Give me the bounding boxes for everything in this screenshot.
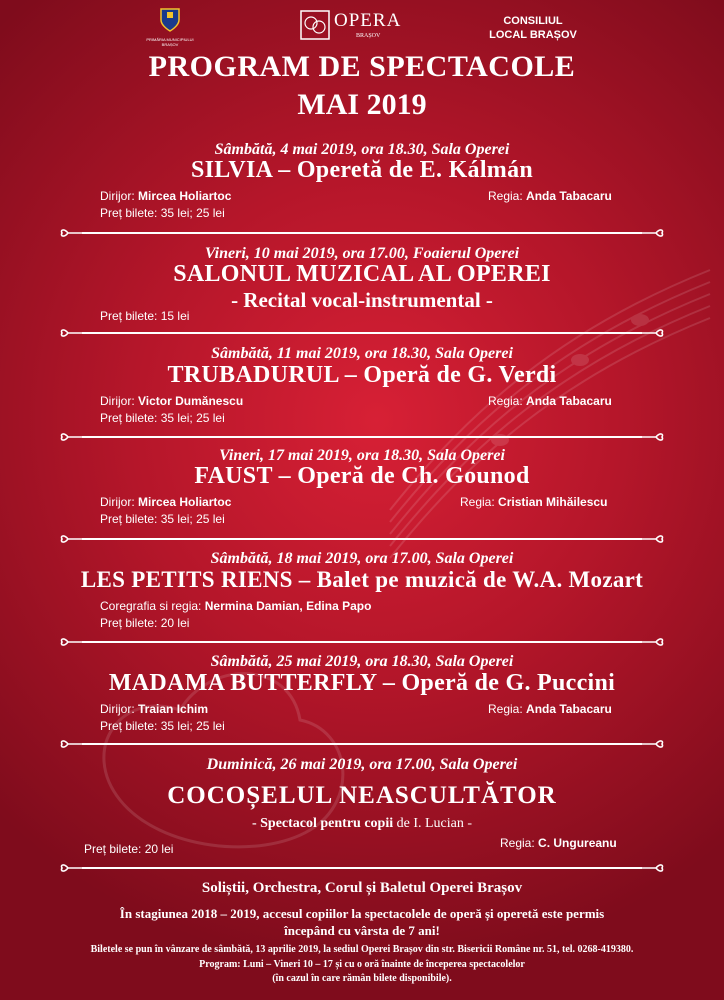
footer-availability: (în cazul în care rămân bilete disponibile). bbox=[272, 973, 452, 984]
city-logo bbox=[140, 6, 200, 47]
ticket-price: Preț bilete: 35 lei; 25 lei bbox=[100, 719, 225, 733]
event-subtitle: - Spectacol pentru copii de I. Lucian - bbox=[251, 816, 473, 831]
ticket-price: Preț bilete: 20 lei bbox=[100, 616, 190, 630]
ornament-divider-icon bbox=[60, 326, 664, 340]
director: Regia: Cristian Mihăilescu bbox=[460, 495, 608, 509]
conductor: Dirijor: Traian Ichim bbox=[100, 702, 209, 716]
event-title: FAUST – Operă de Ch. Gounod bbox=[194, 463, 530, 489]
event-title: COCOȘELUL NEASCULTĂTOR bbox=[167, 782, 557, 809]
choreography: Coregrafia si regia: Nermina Damian, Edina Papo bbox=[100, 599, 372, 613]
footer-access-note: În stagiunea 2018 – 2019, accesul copiilor la spectacolele de operă și operetă este permis bbox=[119, 906, 605, 921]
opera-logo bbox=[300, 10, 410, 44]
ornament-divider-icon bbox=[60, 737, 664, 751]
ornament-divider-icon bbox=[60, 861, 664, 875]
ornament-divider-icon bbox=[60, 430, 664, 444]
director: Regia: C. Ungureanu bbox=[500, 836, 617, 850]
event-title: LES PETITS RIENS – Balet pe muzică de W.A. Mozart bbox=[80, 567, 644, 592]
event-date: Sâmbătă, 25 mai 2019, ora 18.30, Sala Operei bbox=[210, 653, 514, 670]
footer-ensemble: Soliștii, Orchestra, Corul și Baletul Operei Brașov bbox=[201, 880, 523, 896]
council-logo bbox=[478, 14, 588, 42]
ornament-divider-icon bbox=[60, 635, 664, 649]
event-date: Sâmbătă, 4 mai 2019, ora 18.30, Sala Operei bbox=[214, 141, 510, 158]
opera-mask-logo-icon bbox=[300, 10, 330, 40]
event-subtitle: - Recital vocal-instrumental - bbox=[231, 288, 493, 312]
page-subtitle: MAI 2019 bbox=[297, 88, 427, 121]
event-title: SILVIA – Operetă de E. Kálmán bbox=[190, 157, 534, 183]
ticket-price: Preț bilete: 35 lei; 25 lei bbox=[100, 512, 225, 526]
footer-hours: Program: Luni – Vineri 10 – 17 și cu o oră înainte de începerea spectacolelor bbox=[199, 959, 525, 970]
event-date: Vineri, 17 mai 2019, ora 18.30, Sala Operei bbox=[219, 447, 505, 464]
council-line1: CONSILIUL bbox=[503, 15, 563, 27]
conductor: Dirijor: Mircea Holiartoc bbox=[100, 189, 232, 203]
ticket-price: Preț bilete: 35 lei; 25 lei bbox=[100, 411, 225, 425]
conductor: Dirijor: Victor Dumănescu bbox=[100, 394, 244, 408]
ticket-price: Preț bilete: 20 lei bbox=[84, 842, 174, 856]
event-date: Sâmbătă, 11 mai 2019, ora 18.30, Sala Operei bbox=[211, 345, 513, 362]
opera-logo-text: OPERA bbox=[334, 10, 402, 31]
event-date: Sâmbătă, 18 mai 2019, ora 17.00, Sala Operei bbox=[210, 550, 514, 567]
footer-age-note: începând cu vârsta de 7 ani! bbox=[284, 923, 440, 938]
conductor: Dirijor: Mircea Holiartoc bbox=[100, 495, 232, 509]
opera-logo-sub: BRAȘOV bbox=[356, 33, 381, 39]
ticket-price: Preț bilete: 15 lei bbox=[100, 309, 190, 323]
director: Regia: Anda Tabacaru bbox=[488, 394, 612, 408]
footer-tickets-note: Biletele se pun în vânzare de sâmbătă, 13 aprilie 2019, la sediul Operei Brașov din str. Bisericii Române nr. 51, tel. 0268-419380. bbox=[90, 944, 634, 955]
coat-of-arms-icon bbox=[159, 6, 181, 32]
ornament-divider-icon bbox=[60, 226, 664, 240]
city-logo-caption: PRIMĂRIA MUNICIPIULUI BRAȘOV bbox=[146, 37, 194, 47]
director: Regia: Anda Tabacaru bbox=[488, 702, 612, 716]
page-title: PROGRAM DE SPECTACOLE bbox=[148, 50, 576, 83]
event-date: Duminică, 26 mai 2019, ora 17.00, Sala Operei bbox=[206, 756, 518, 773]
event-title: TRUBADURUL – Operă de G. Verdi bbox=[167, 362, 557, 388]
event-date: Vineri, 10 mai 2019, ora 17.00, Foaierul Operei bbox=[204, 245, 520, 262]
director: Regia: Anda Tabacaru bbox=[488, 189, 612, 203]
event-title: SALONUL MUZICAL AL OPEREI bbox=[173, 261, 551, 287]
ornament-divider-icon bbox=[60, 532, 664, 546]
event-title: MADAMA BUTTERFLY – Operă de G. Puccini bbox=[108, 670, 616, 696]
council-line2: LOCAL BRAȘOV bbox=[489, 29, 577, 41]
ticket-price: Preț bilete: 35 lei; 25 lei bbox=[100, 206, 225, 220]
